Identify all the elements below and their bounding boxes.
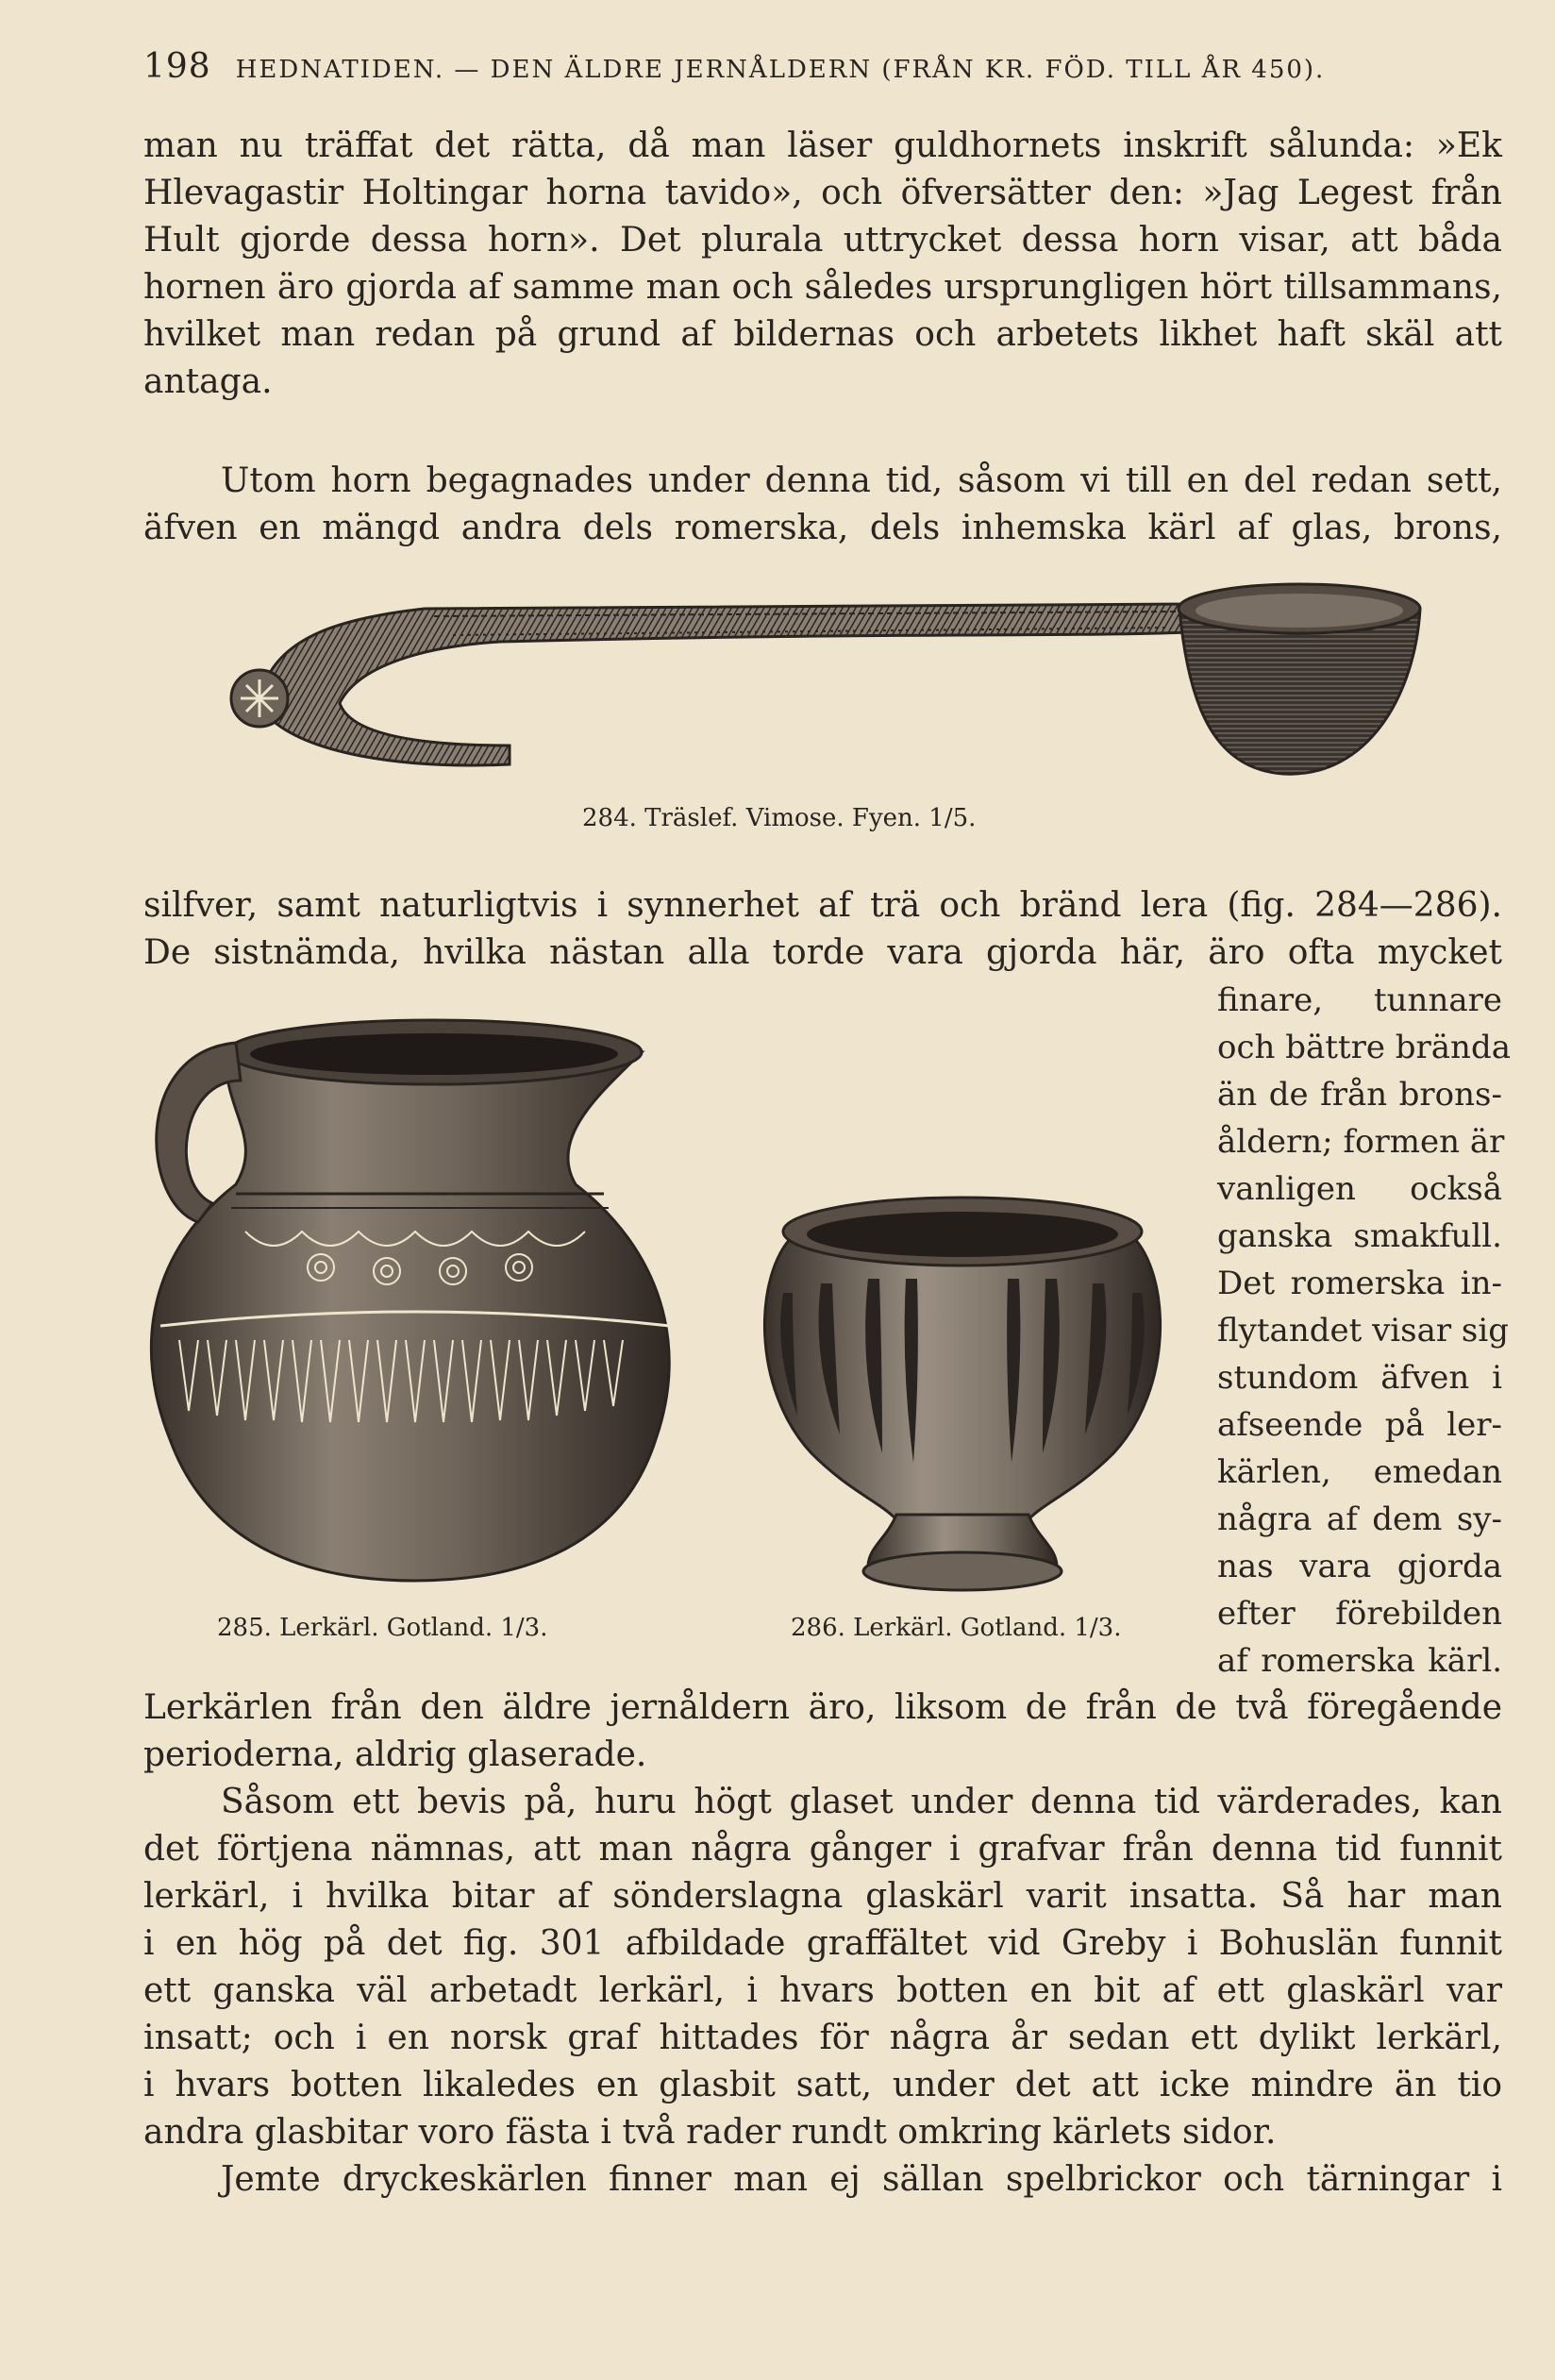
text-line: Utom horn begagnades under denna tid, såsom vi till en del redan sett, [221, 461, 1502, 500]
text-line: Hult gjorde dessa horn». Det plurala uttrycket dessa horn visar, att båda [143, 221, 1502, 260]
text-line: finare, tunnare [1217, 981, 1502, 1019]
text-line: ett ganska väl arbetadt lerkärl, i hvars botten en bit af ett glaskärl var [143, 1971, 1502, 2010]
text-line: hornen äro gjorda af samme man och således ursprungligen hört tillsammans, [143, 268, 1502, 307]
text-line: åldern; formen är [1217, 1123, 1505, 1161]
text-line: insatt; och i en norsk graf hittades för några år sedan ett dylikt lerkärl, [143, 2019, 1502, 2057]
text-line: antaga. [143, 362, 273, 401]
text-line: andra glasbitar voro fästa i två rader rundt omkring kärlets sidor. [143, 2113, 1277, 2152]
text-line: Jemte dryckeskärlen finner man ej sällan spelbrickor och tärningar i [221, 2160, 1502, 2199]
text-line: Det romerska in- [1217, 1265, 1502, 1302]
wooden-ladle-illustration [217, 580, 1434, 788]
text-line: af romerska kärl. [1217, 1642, 1502, 1680]
figure-286-caption: 286. Lerkärl. Gotland. 1/3. [791, 1614, 1122, 1642]
text-line: Lerkärlen från den äldre jernåldern äro, liksom de från de två föregående [143, 1688, 1502, 1727]
text-line: Hlevagastir Holtingar horna tavido», och öfversätter den: »Jag Legest från [143, 174, 1502, 212]
text-line: lerkärl, i hvilka bitar af sönderslagna glaskärl varit insatta. Så har man [143, 1877, 1502, 1916]
sidebar-text-column [1217, 977, 1511, 1684]
text-line: några af dem sy- [1217, 1500, 1502, 1538]
text-line: man nu träffat det rätta, då man läser guldhornets inskrift sålunda: »Ek [143, 126, 1502, 165]
text-line: äfven en mängd andra dels romerska, dels inhemska kärl af glas, brons, [143, 509, 1502, 547]
text-line: flytandet visar sig [1217, 1312, 1510, 1349]
text-line: det förtjena nämnas, att man några gånger i grafvar från denna tid funnit [143, 1830, 1502, 1869]
text-line: och bättre brända [1217, 1029, 1511, 1066]
text-line: perioderna, aldrig glaserade. [143, 1735, 647, 1774]
clay-jug-illustration [132, 1014, 698, 1600]
text-line: nas vara gjorda [1217, 1548, 1502, 1585]
text-line: i hvars botten likaledes en glasbit satt, under det att icke mindre än tio [143, 2066, 1502, 2104]
paragraph-3 [143, 882, 1502, 977]
text-line: i en hög på det fig. 301 afbildade graffältet vid Greby i Bohuslän funnit [143, 1924, 1502, 1963]
text-line: än de från brons- [1217, 1076, 1502, 1114]
text-line: afseende på ler- [1217, 1406, 1502, 1444]
text-line: stundom äfven i [1217, 1359, 1502, 1397]
paragraph-5 [143, 1779, 1502, 2156]
page-number: 198 [143, 47, 211, 86]
text-line: Såsom ett bevis på, huru högt glaset under denna tid värderades, kan [221, 1783, 1502, 1821]
text-line: De sistnämda, hvilka nästan alla torde vara gjorda här, äro ofta mycket [143, 933, 1502, 972]
figure-284-caption: 284. Träslef. Vimose. Fyen. 1/5. [582, 804, 977, 832]
text-line: hvilket man redan på grund af bildernas och arbetets likhet haft skäl att [143, 315, 1502, 354]
text-line: vanligen också [1217, 1170, 1502, 1208]
clay-bowl-illustration [755, 1180, 1170, 1604]
text-line: efter förebilden [1217, 1595, 1502, 1633]
paragraph-2 [143, 458, 1502, 552]
text-line: kärlen, emedan [1217, 1453, 1502, 1491]
paragraph-4 [143, 1684, 1502, 1779]
paragraph-6 [143, 2156, 1502, 2204]
figure-285-caption: 285. Lerkärl. Gotland. 1/3. [217, 1614, 548, 1642]
running-header [143, 47, 1483, 86]
text-line: ganska smakfull. [1217, 1217, 1502, 1255]
paragraph-1 [143, 123, 1502, 406]
text-line: silfver, samt naturligtvis i synnerhet af trä och bränd lera (fig. 284—286). [143, 886, 1502, 925]
running-title: HEDNATIDEN. — DEN ÄLDRE JERNÅLDERN (FRÅN KR. FÖD. TILL ÅR 450). [235, 56, 1326, 84]
